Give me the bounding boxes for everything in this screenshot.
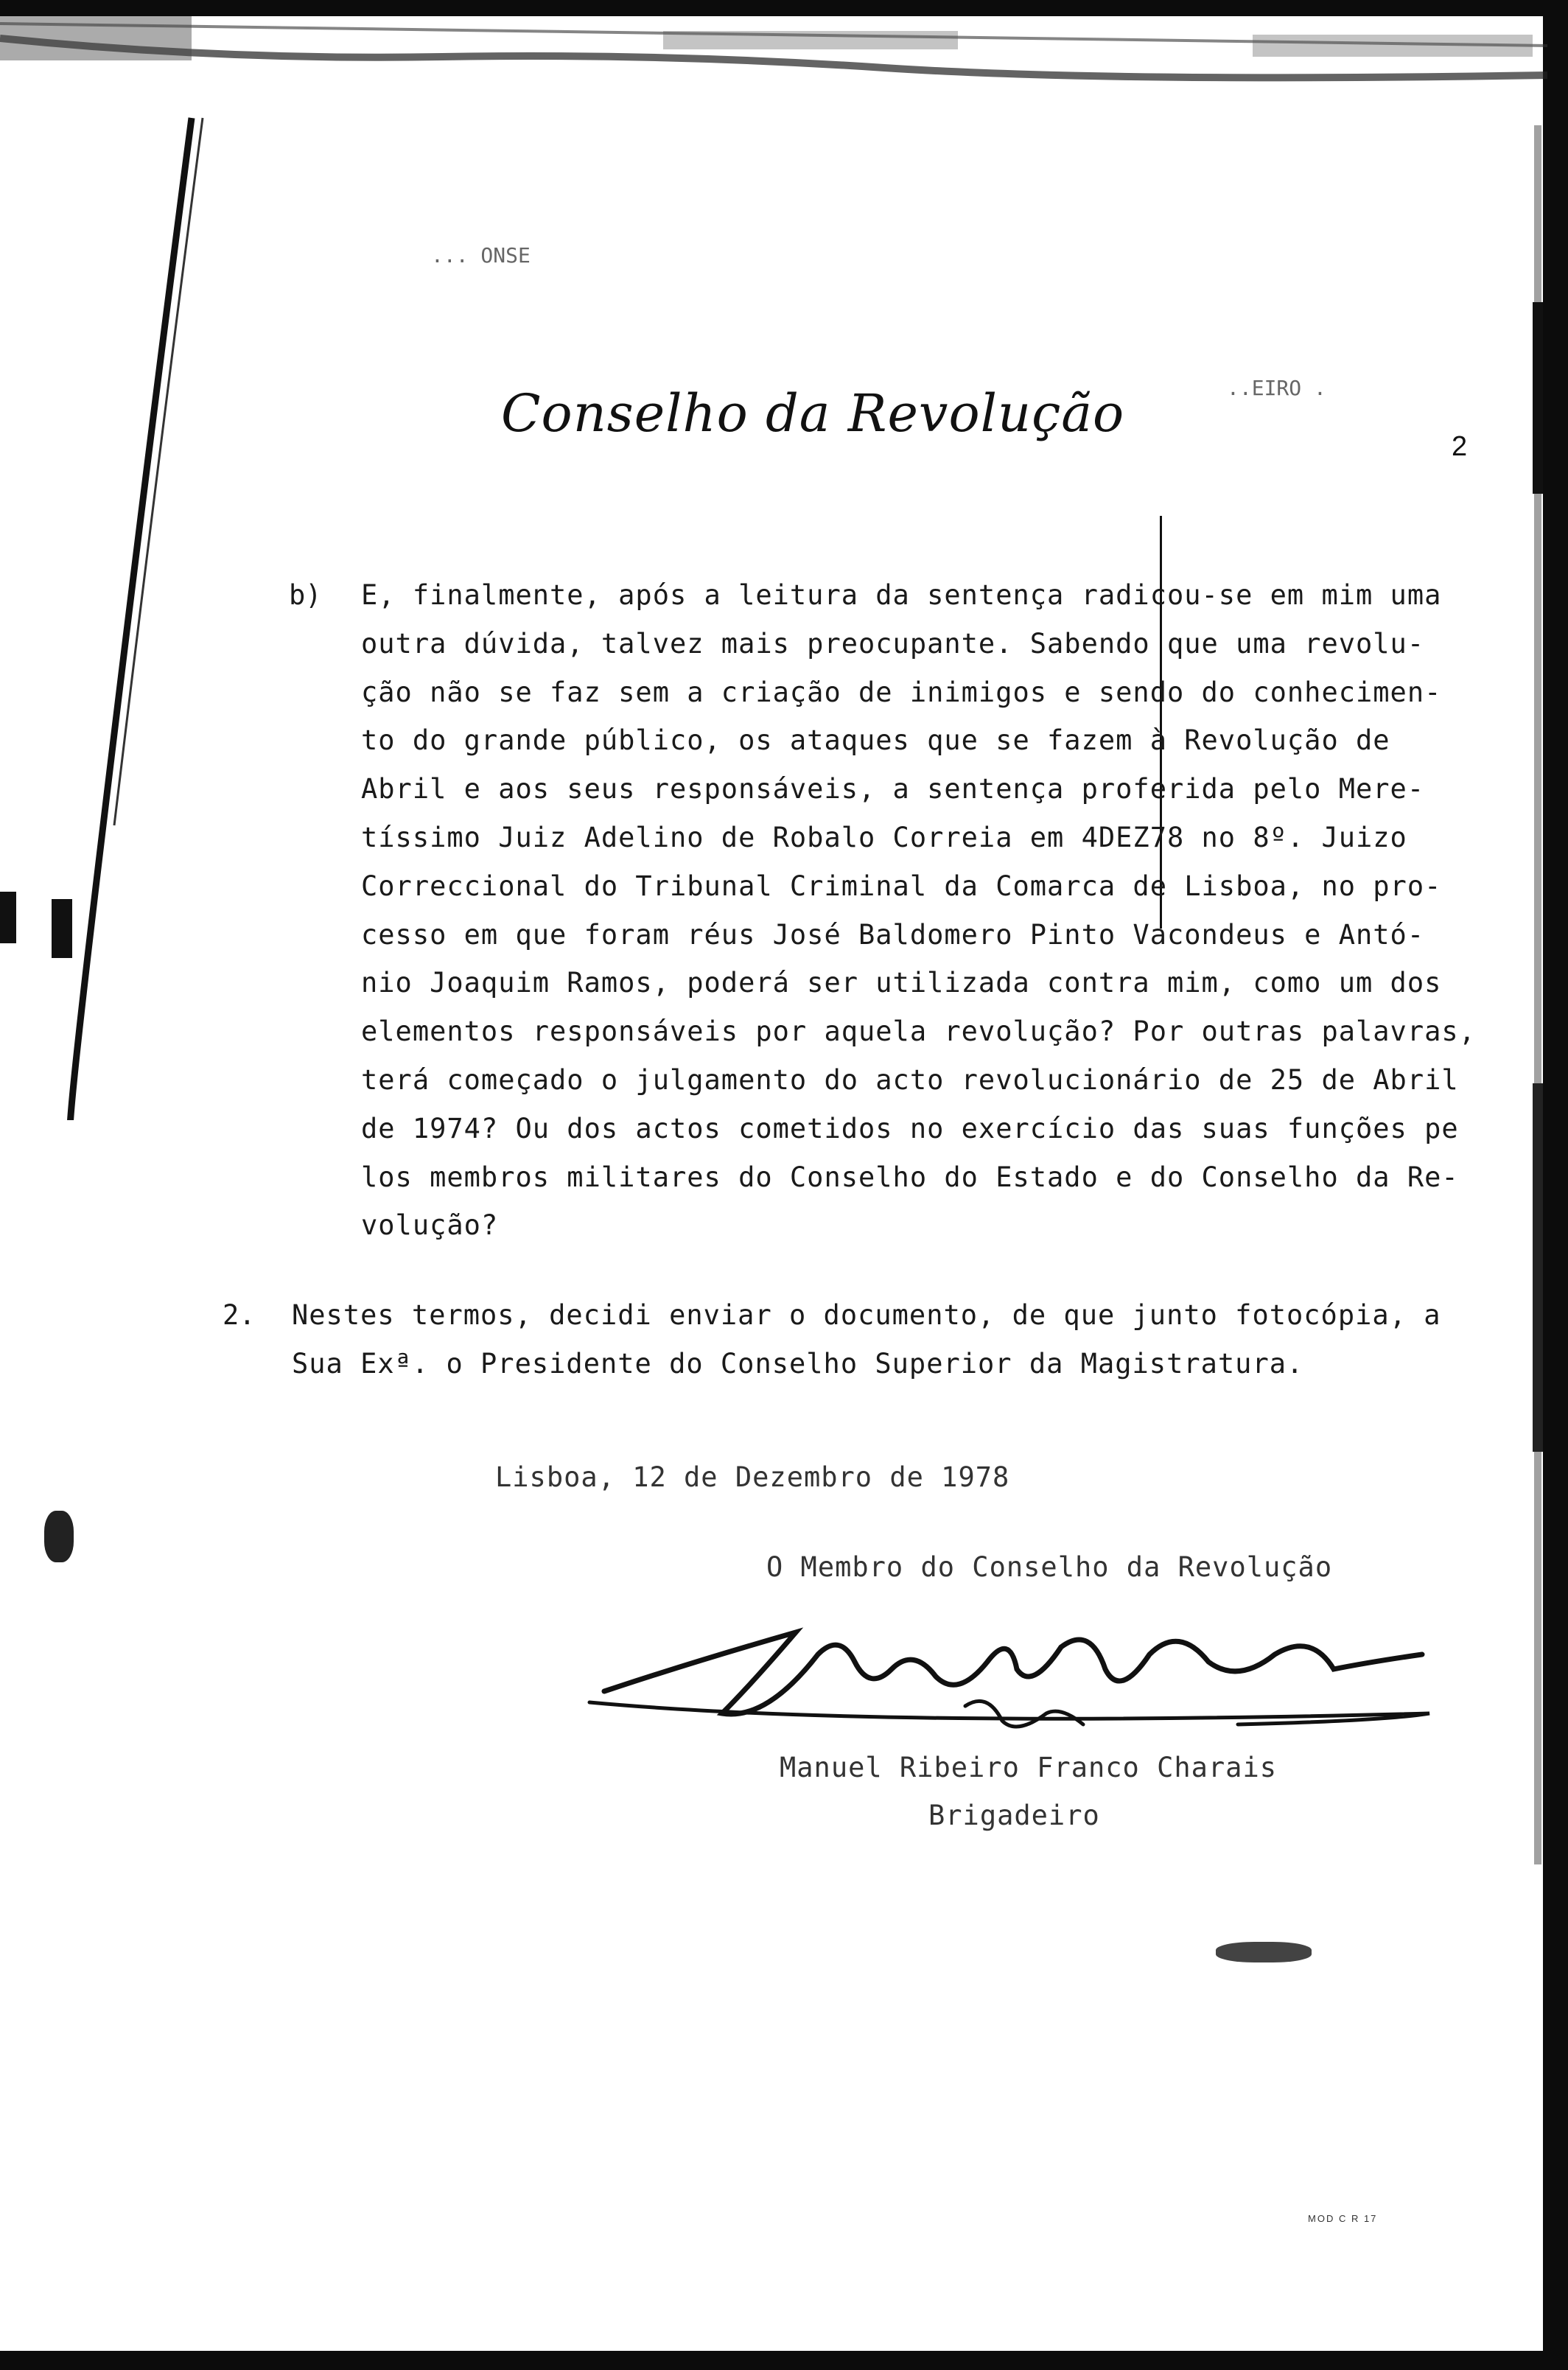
paragraph-line: terá começado o julgamento do acto revolucionário de 25 de Abril	[361, 1063, 1459, 1096]
paragraph-line: Abril e aos seus responsáveis, a sentença proferida pelo Mere-	[361, 773, 1425, 805]
paragraph-line: de 1974? Ou dos actos cometidos no exercício das suas funções pe	[361, 1112, 1459, 1144]
paragraph-line: Sua Exª. o Presidente do Conselho Superior da Magistratura.	[292, 1348, 1304, 1380]
paragraph-line: nio Joaquim Ramos, poderá ser utilizada contra mim, como um dos	[361, 967, 1442, 999]
paragraph-line: outra dúvida, talvez mais preocupante. Sabendo que uma revolu-	[361, 627, 1425, 660]
handwritten-signature	[575, 1603, 1444, 1750]
paragraph-line: los membros militares do Conselho do Estado e do Conselho da Re-	[361, 1161, 1459, 1193]
paragraph-line: to do grande público, os ataques que se fazem à Revolução de	[361, 724, 1390, 757]
scan-edge-top	[0, 0, 1568, 16]
paragraph-line: E, finalmente, após a leitura da sentença radicou-se em mim uma	[361, 579, 1442, 611]
ink-smudge	[1216, 1942, 1312, 1962]
stamp-text-top-right: ..EIRO .	[1227, 376, 1326, 400]
item-2-paragraph	[292, 1291, 1441, 1388]
ink-smudge	[44, 1511, 74, 1562]
paragraph-line: tíssimo Juiz Adelino de Robalo Correia em 4DEZ78 no 8º. Juizo	[361, 821, 1407, 853]
item-2-marker: 2.	[223, 1299, 256, 1331]
paragraph-line: cesso em que foram réus José Baldomero Pinto Vacondeus e Antó-	[361, 918, 1425, 951]
paragraph-line: elementos responsáveis por aquela revolução? Por outras palavras,	[361, 1016, 1476, 1048]
paragraph-line: Correccional do Tribunal Criminal da Comarca de Lisboa, no pro-	[361, 870, 1442, 902]
page-number: 2	[1452, 431, 1468, 462]
signer-rank: Brigadeiro	[928, 1800, 1100, 1831]
scan-edge-bottom	[0, 2351, 1568, 2370]
paragraph-line: ção não se faz sem a criação de inimigos e sendo do conhecimen-	[361, 676, 1442, 708]
member-title: O Membro do Conselho da Revolução	[766, 1551, 1333, 1583]
signer-name: Manuel Ribeiro Franco Charais	[780, 1752, 1278, 1783]
letterhead-title: Conselho da Revolução	[501, 383, 1125, 444]
item-b-marker: b)	[289, 579, 322, 611]
form-code: MOD C R 17	[1308, 2213, 1378, 2224]
item-b-paragraph	[361, 571, 1476, 1250]
scan-noise-top	[0, 16, 1547, 112]
scan-edge-right	[1543, 0, 1568, 2370]
scan-right-marks	[1533, 125, 1544, 1864]
place-date: Lisboa, 12 de Dezembro de 1978	[495, 1461, 1010, 1493]
paragraph-line: Nestes termos, decidi enviar o documento, de que junto fotocópia, a	[292, 1299, 1441, 1331]
paragraph-line: volução?	[361, 1209, 499, 1242]
stamp-text-top-center: ... ONSE	[431, 243, 531, 268]
scan-left-curve	[0, 88, 221, 1120]
